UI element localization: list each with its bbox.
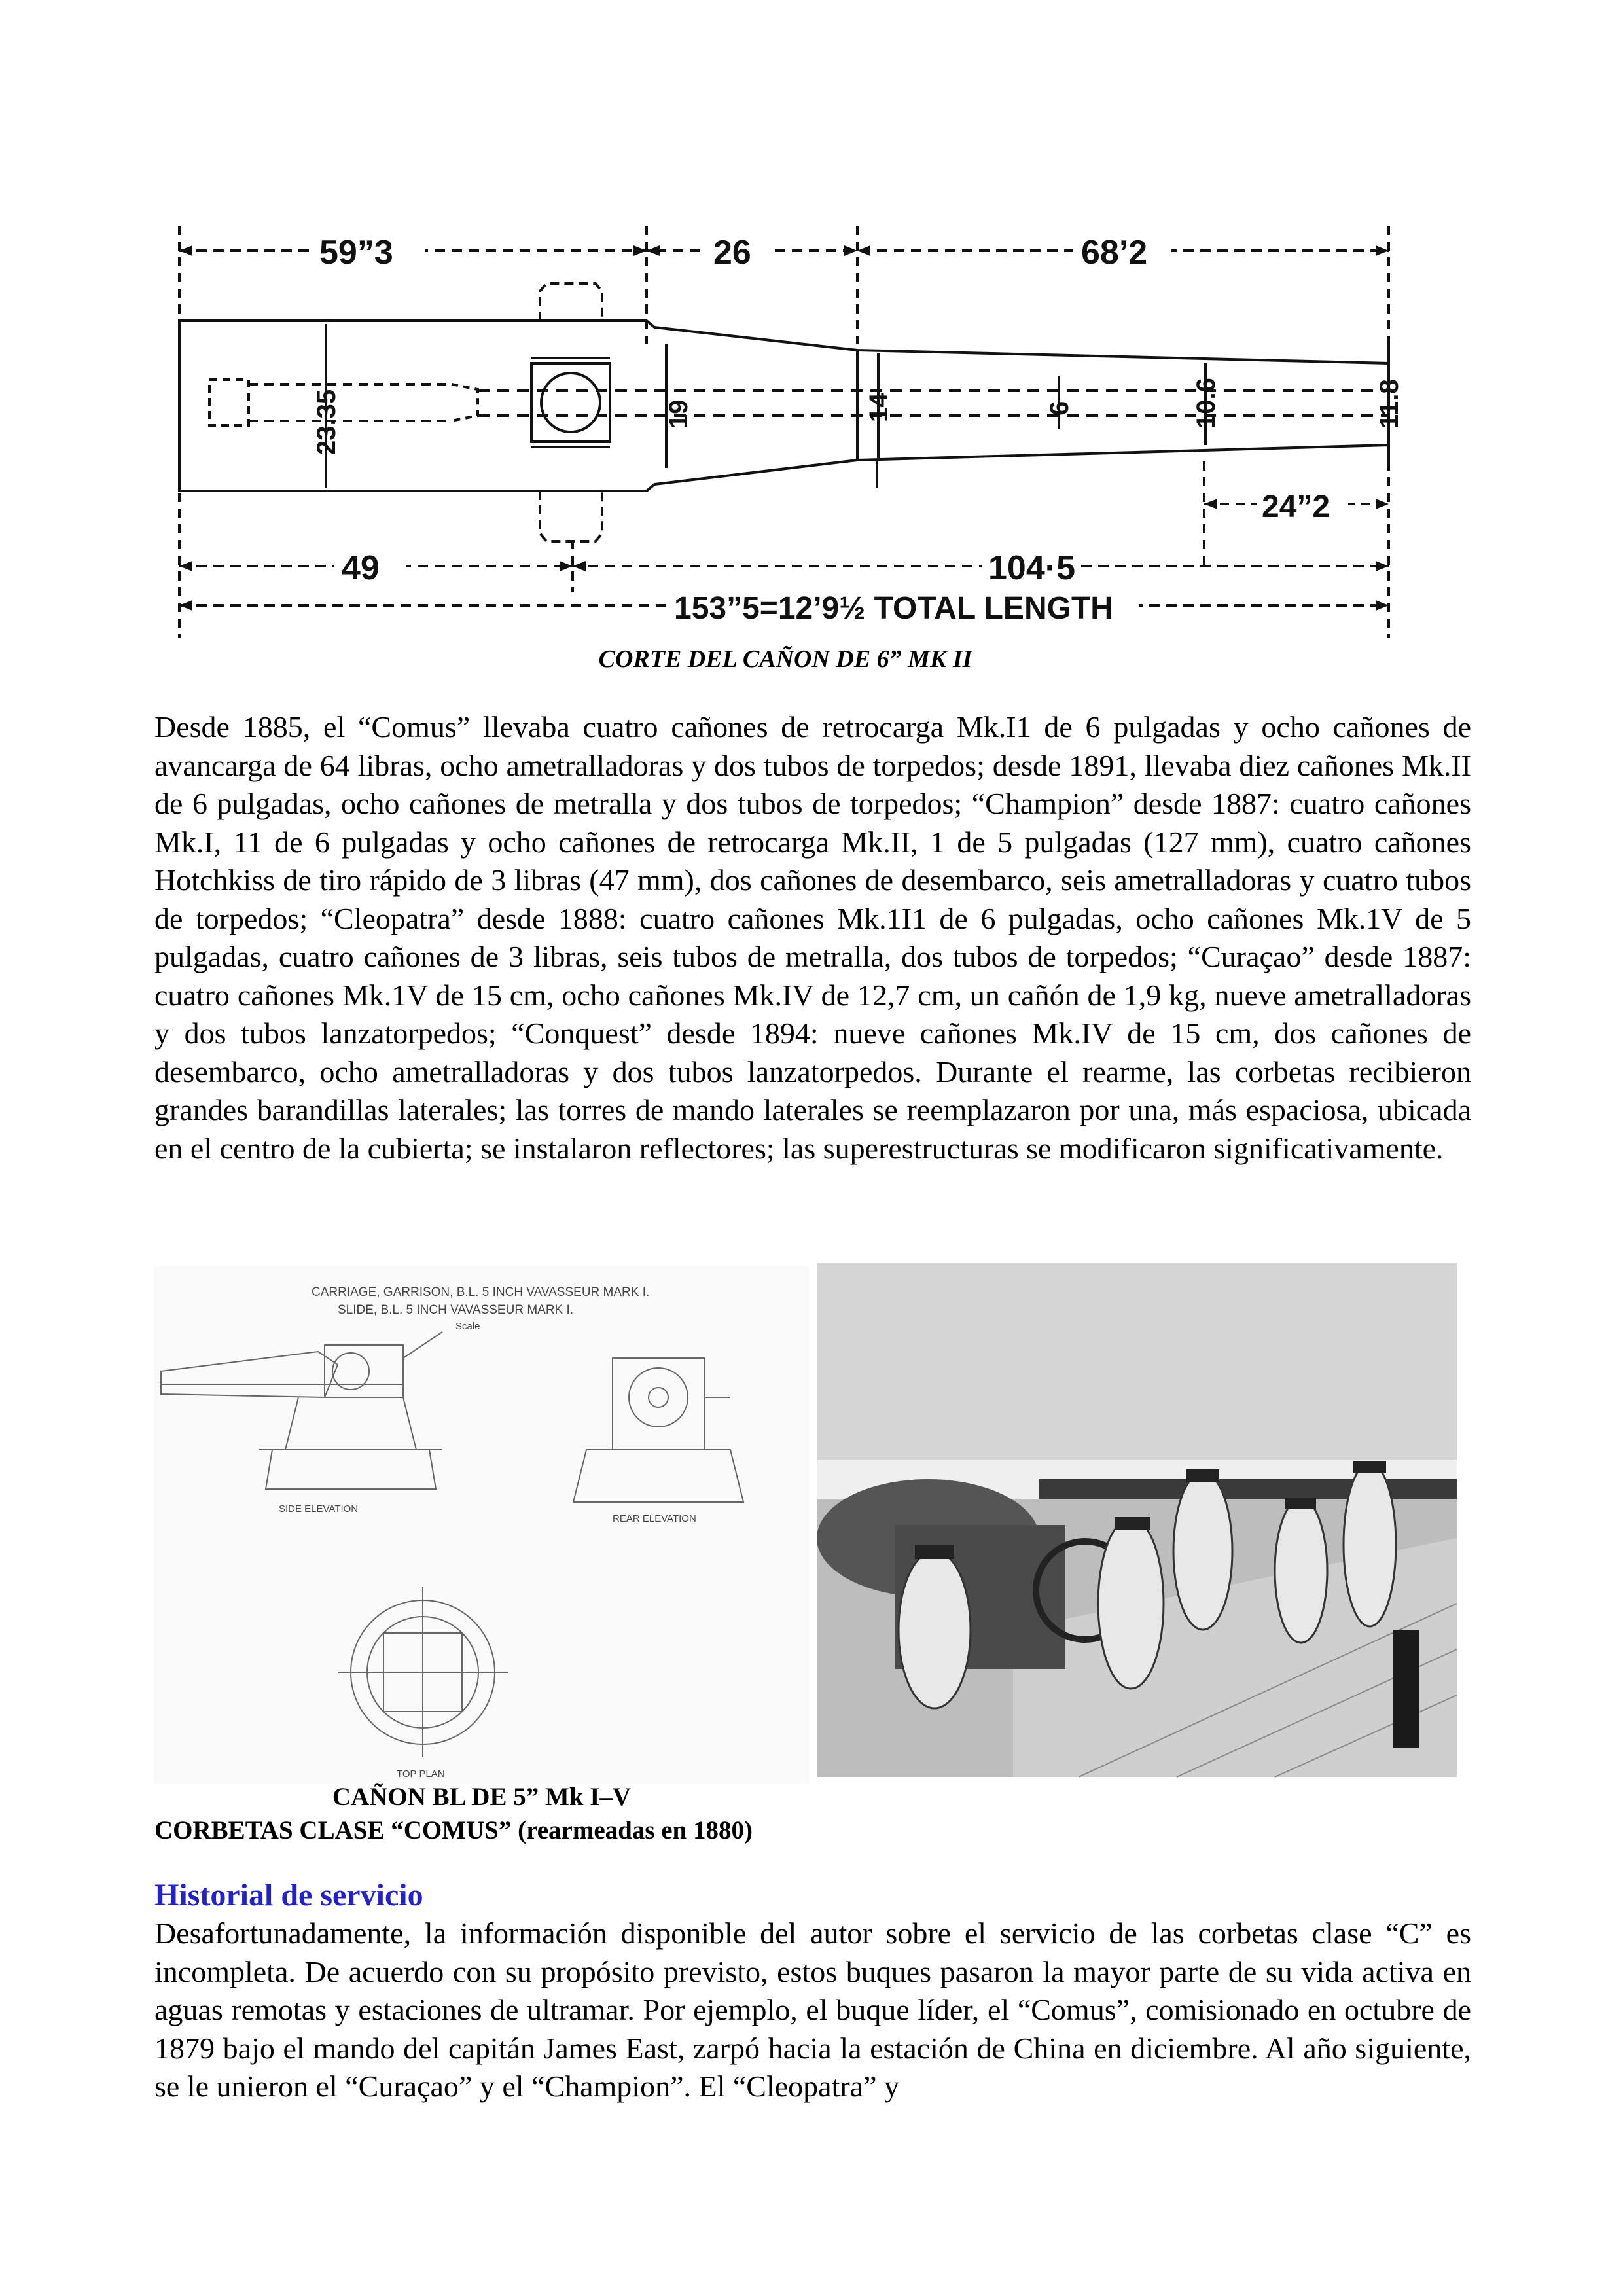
dim-label-14: 14 [865,393,893,422]
section-heading-service: Historial de servicio [154,1878,423,1912]
dim-label-10-6: 10.6 [1192,378,1221,429]
drawing-rear-label: REAR ELEVATION [613,1513,696,1524]
5inch-gun-drawing [154,1266,809,1784]
dim-label-104-5: 104·5 [988,549,1075,587]
caption-corvettes: CORBETAS CLASE “COMUS” (rearmeadas en 1880) [154,1816,753,1844]
drawing-title-1: CARRIAGE, GARRISON, B.L. 5 INCH VAVASSEUR MARK I. [312,1285,650,1299]
dim-label-26: 26 [713,234,751,272]
service-paragraph: Desafortunadamente, la información disponible del autor sobre el servicio de las corbetas clase “C” es incompleta. De acuerdo con su propósito previsto, estos buques pasaron la mayor parte de su vida activa en aguas remotas y estaciones de ultramar. Por ejemplo, el buque líder, el “Comus”, comisionado en octubre de 1879 bajo el mando del capitán James East, zarpó hacia la estación de China en diciembre. Al año siguiente, se le unieron el “Curaçao” y el “Champion”. El “Cleopatra” y [154,1916,1471,2103]
dim-label-6: 6 [1045,401,1074,416]
dim-label-24-2: 24”2 [1262,490,1330,524]
dim-label-2335: 23.35 [312,389,341,455]
dim-label-68-2: 68’2 [1081,234,1148,272]
drawing-scale: Scale [455,1321,480,1332]
dim-label-19: 19 [664,399,693,429]
dim-label-59-3: 59”3 [319,234,393,272]
drawing-title-2: SLIDE, B.L. 5 INCH VAVASSEUR MARK I. [338,1303,574,1317]
drawing-side-label: SIDE ELEVATION [279,1503,359,1515]
gun-crew-photo [817,1263,1457,1777]
gun-diagram-caption: CORTE DEL CAÑON DE 6” MK II [598,645,972,673]
dim-label-total-length: 153”5=12’9½ TOTAL LENGTH [674,591,1113,626]
caption-5inch-gun: CAÑON BL DE 5” Mk I–V [332,1783,632,1811]
dim-label-11-8: 11.8 [1375,379,1404,429]
armament-paragraph: Desde 1885, el “Comus” llevaba cuatro cañones de retrocarga Mk.I1 de 6 pulgadas y ocho cañones de avancarga de 64 libras, ocho ametralladoras y dos tubos de torpedos; desde 1891, llevaba diez cañones Mk.II de 6 pulgadas, ocho cañones de metralla y dos tubos de torpedos; “Champion” desde 1887: cuatro cañones Mk.I, 11 de 6 pulgadas y ocho cañones de retrocarga Mk.II, 1 de 5 pulgadas (127 mm), cuatro cañones Hotchkiss de tiro rápido de 3 libras (47 mm), dos cañones de desembarco, seis ametralladoras y cuatro tubos de torpedos; “Cleopatra” desde 1888: cuatro cañones Mk.1I1 de 6 pulgadas, ocho cañones Mk.1V de 5 pulgadas, cuatro cañones de 3 libras, seis tubos de metralla, dos tubos de torpedos; “Curaçao” desde 1887: cuatro cañones Mk.1V de 15 cm, ocho cañones Mk.IV de 12,7 cm, un cañón de 1,9 kg, nueve ametralladoras y dos tubos lanzatorpedos; “Conquest” desde 1894: nueve cañones Mk.IV de 15 cm, dos cañones de desembarco, ocho ametralladoras y dos tubos lanzatorpedos. Durante el rearme, las corbetas recibieron grandes barandillas laterales; las torres de mando laterales se reemplazaron por una, más espaciosa, ubicada en el centro de la cubierta; se instalaron reflectores; las superestructuras se modificaron significativamente. [154,710,1471,1165]
drawing-plan-label: TOP PLAN [397,1768,445,1780]
gun-section-diagram [170,213,1404,645]
dim-label-49: 49 [342,549,380,587]
